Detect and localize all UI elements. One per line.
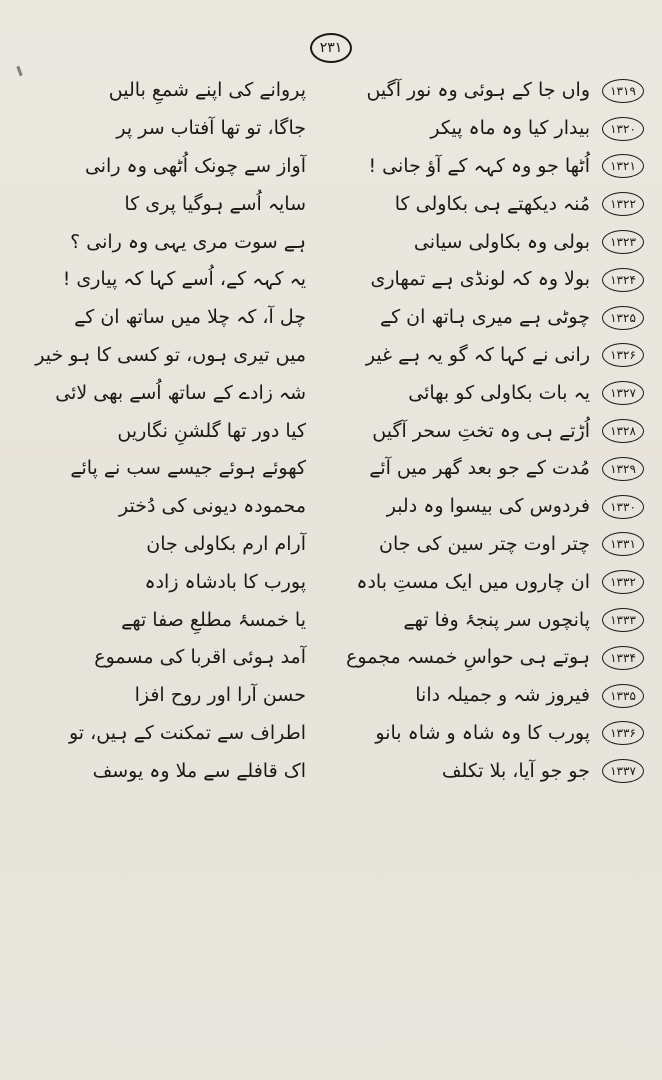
first-hemistich: ان چاروں میں ایک مستِ بادہ [356,570,590,593]
second-hemistich: کیا دور تھا گلشنِ نگاریں [117,419,306,442]
second-hemistich: محمودہ دیونی کی دُختر [119,495,306,518]
verse-row [96,639,656,677]
verse-row [96,185,656,223]
first-hemistich: اُڑتے ہی وہ تختِ سحر آگیں [372,419,590,442]
second-hemistich: سایہ اُسے ہوگیا پری کا [124,192,306,215]
verse-row [96,488,656,526]
first-hemistich: مُنہ دیکھتے ہی بکاولی کا [394,192,590,215]
second-hemistich: اک قافلے سے ملا وہ یوسف [92,759,306,782]
verse-number: ۱۳۲۱ [602,154,644,178]
verse-number: ۱۳۲۶ [602,343,644,367]
second-hemistich: آمد ہوئی اقربا کی مسموع [94,646,306,669]
verse-row [96,526,656,564]
second-hemistich: یا خمسۂ مطلعِ صفا تھے [121,608,306,631]
verse-number: ۱۳۲۸ [602,419,644,443]
first-hemistich: فیروز شہ و جمیلہ دانا [415,684,590,707]
second-hemistich: ہے سوت مری یہی وہ رانی ؟ [70,230,306,253]
first-hemistich: واں جا کے ہوئی وہ نور آگیں [366,79,590,102]
verse-row [68,715,656,753]
verse-number: ۱۳۳۴ [602,646,644,670]
second-hemistich: حسن آرا اور روح افزا [134,684,306,707]
second-hemistich: چل آ، کہ چلا میں ساتھ ان کے [74,306,306,329]
first-hemistich: پانچوں سر پنجۂ وفا تھے [403,608,590,631]
first-hemistich: پورب کا وہ شاہ و شاہ بانو [375,721,590,744]
page-number: ۲۳۱ [310,33,352,63]
second-hemistich: شہ زادے کے ساتھ اُسے بھی لائی [55,381,306,404]
verse-row [35,337,656,375]
second-hemistich: اطراف سے تمکنت کے ہیں، تو [68,721,306,744]
second-hemistich: پروانے کی اپنے شمعِ بالیں [108,79,306,102]
verse-number: ۱۳۳۳ [602,608,644,632]
verse-row [55,374,656,412]
verse-number: ۱۳۳۰ [602,495,644,519]
first-hemistich: بولا وہ کہ لونڈی ہے تمھاری [370,268,590,291]
verse-row [62,261,656,299]
second-hemistich: آرام ارم بکاولی جان [146,532,306,555]
verse-number: ۱۳۳۵ [602,684,644,708]
first-hemistich: جو جو آیا، بلا تکلف [441,759,590,782]
verse-number: ۱۳۳۷ [602,759,644,783]
verse-row [96,601,656,639]
verse-row [74,299,656,337]
first-hemistich: رانی نے کہا کہ گو یہ ہے غیر [365,343,590,366]
verse-row [96,72,656,110]
verse-number: ۱۳۳۲ [602,570,644,594]
verse-row [96,412,656,450]
second-hemistich: کھوئے ہوئے جیسے سب نے پائے [70,457,306,480]
verse-row [84,148,656,186]
verse-number: ۱۳۱۹ [602,79,644,103]
ink-mark [16,66,22,76]
verse-row [70,450,656,488]
first-hemistich: اُٹھا جو وہ کہہ کے آؤ جانی ! [368,154,590,177]
second-hemistich: آواز سے چونک اُٹھی وہ رانی [84,154,306,177]
verse-number: ۱۳۲۵ [602,306,644,330]
verse-row [92,752,656,790]
first-hemistich: بیدار کیا وہ ماہ پیکر [430,117,590,140]
first-hemistich: بولی وہ بکاولی سیانی [413,230,590,253]
second-hemistich: یہ کہہ کے، اُسے کہا کہ پیاری ! [62,268,306,291]
verse-list [35,72,656,790]
second-hemistich: میں تیری ہوں، تو کسی کا ہو خیر [35,343,306,366]
verse-number: ۱۳۲۳ [602,230,644,254]
verse-number: ۱۳۲۹ [602,457,644,481]
second-hemistich: جاگا، تو تھا آفتاب سر پر [116,117,306,140]
second-hemistich: پورب کا بادشاہ زادہ [144,570,306,593]
first-hemistich: چتر اوت چتر سین کی جان [379,532,590,555]
first-hemistich: یہ بات بکاولی کو بھائی [408,381,590,404]
first-hemistich: ہوتے ہی حواسِ خمسہ مجموع [346,646,590,669]
verse-number: ۱۳۲۷ [602,381,644,405]
verse-number: ۱۳۳۶ [602,721,644,745]
verse-row [96,110,656,148]
verse-row [70,223,656,261]
verse-row [96,677,656,715]
verse-number: ۱۳۲۲ [602,192,644,216]
verse-row [96,563,656,601]
first-hemistich: چوٹی ہے میری ہاتھ ان کے [379,306,590,329]
verse-number: ۱۳۲۰ [602,117,644,141]
first-hemistich: فردوس کی بیسوا وہ دلبر [386,495,590,518]
first-hemistich: مُدت کے جو بعد گھر میں آئے [369,457,590,480]
verse-number: ۱۳۳۱ [602,532,644,556]
verse-number: ۱۳۲۴ [602,268,644,292]
